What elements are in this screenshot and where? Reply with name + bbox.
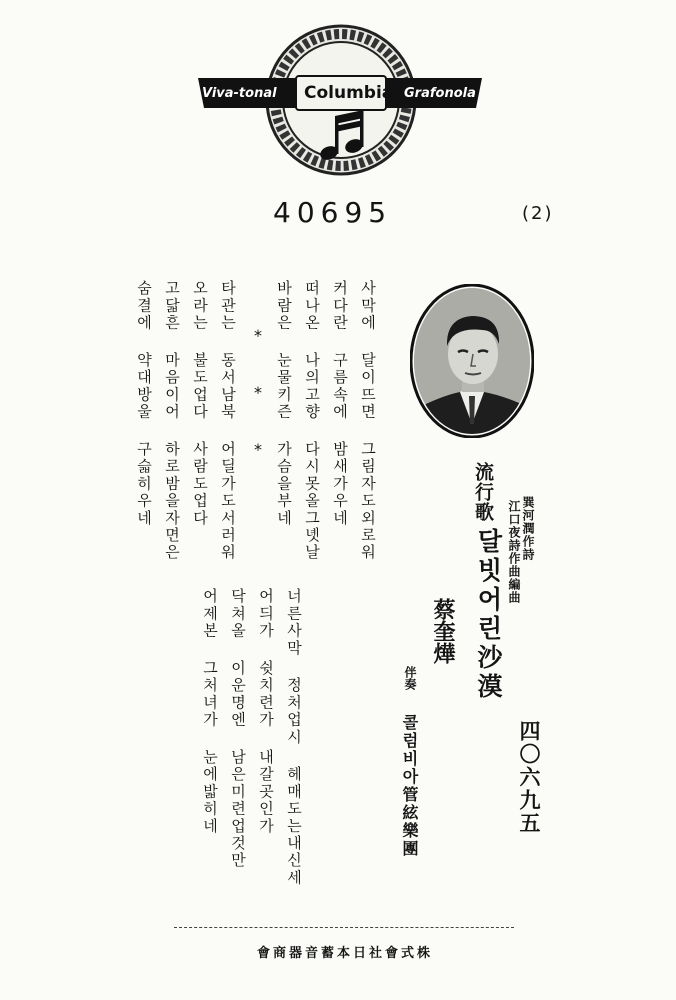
- columbia-logo: [196, 20, 486, 180]
- footer-divider: [174, 927, 514, 928]
- verse-separator: *: [254, 383, 262, 402]
- accompaniment-label: 伴奏: [403, 666, 417, 690]
- logo-brand-text: Columbia: [304, 83, 394, 103]
- lyric-line: 너른사막 정처업시 헤매도는내신세: [285, 588, 303, 887]
- orchestra-name: 콜럼비아管絃樂團: [400, 714, 419, 858]
- song-title: 달빗어린沙漠: [474, 528, 503, 702]
- singer-name: 蔡奎燁: [430, 598, 456, 664]
- lyric-line: 고닯흔 마음이어 하로밤을자면은: [163, 280, 181, 562]
- singer-portrait: [410, 284, 534, 438]
- lyric-line: 타관는 동서남북 어딜가도서러워: [219, 280, 237, 562]
- lyric-line: 커다란 구름속에 밤새가우네: [331, 280, 349, 527]
- lyric-line: 닥쳐올 이운명엔 남은미련업것만: [229, 588, 247, 870]
- lyric-line: 어듸가 쉿치련가 내갈곳인가: [257, 588, 275, 835]
- side-number: (2): [522, 203, 554, 224]
- catalog-number: 40695: [273, 196, 393, 229]
- lyric-line: 바람은 눈물키즌 가슴을부네: [275, 280, 293, 527]
- logo-right-text: Grafonola: [404, 86, 476, 101]
- lyric-line: 오라는 불도업다 사람도업다: [191, 280, 209, 527]
- catalog-number-kanji: 四〇六九五: [517, 720, 542, 835]
- song-genre: 流行歌: [472, 462, 494, 522]
- publisher-name: 株式會社日本蓄音器商會: [256, 946, 433, 961]
- lyric-line: 떠나온 나의고향 다시못올그녯날: [303, 280, 321, 562]
- verse-separator: *: [254, 440, 262, 459]
- lyric-line: 사막에 달이뜨면 그림자도외로워: [359, 280, 377, 562]
- lyricist-credit: 巽河潤作詩: [521, 496, 535, 561]
- verse-separator: *: [254, 326, 262, 345]
- logo-left-text: Viva-tonal: [202, 86, 277, 101]
- lyric-line: 숨결에 약대방울 구슯히우네: [135, 280, 153, 527]
- lyric-line: 어제본 그처녀가 눈에밟히네: [201, 588, 219, 835]
- composer-credit: 江口夜詩作曲編曲: [507, 500, 521, 604]
